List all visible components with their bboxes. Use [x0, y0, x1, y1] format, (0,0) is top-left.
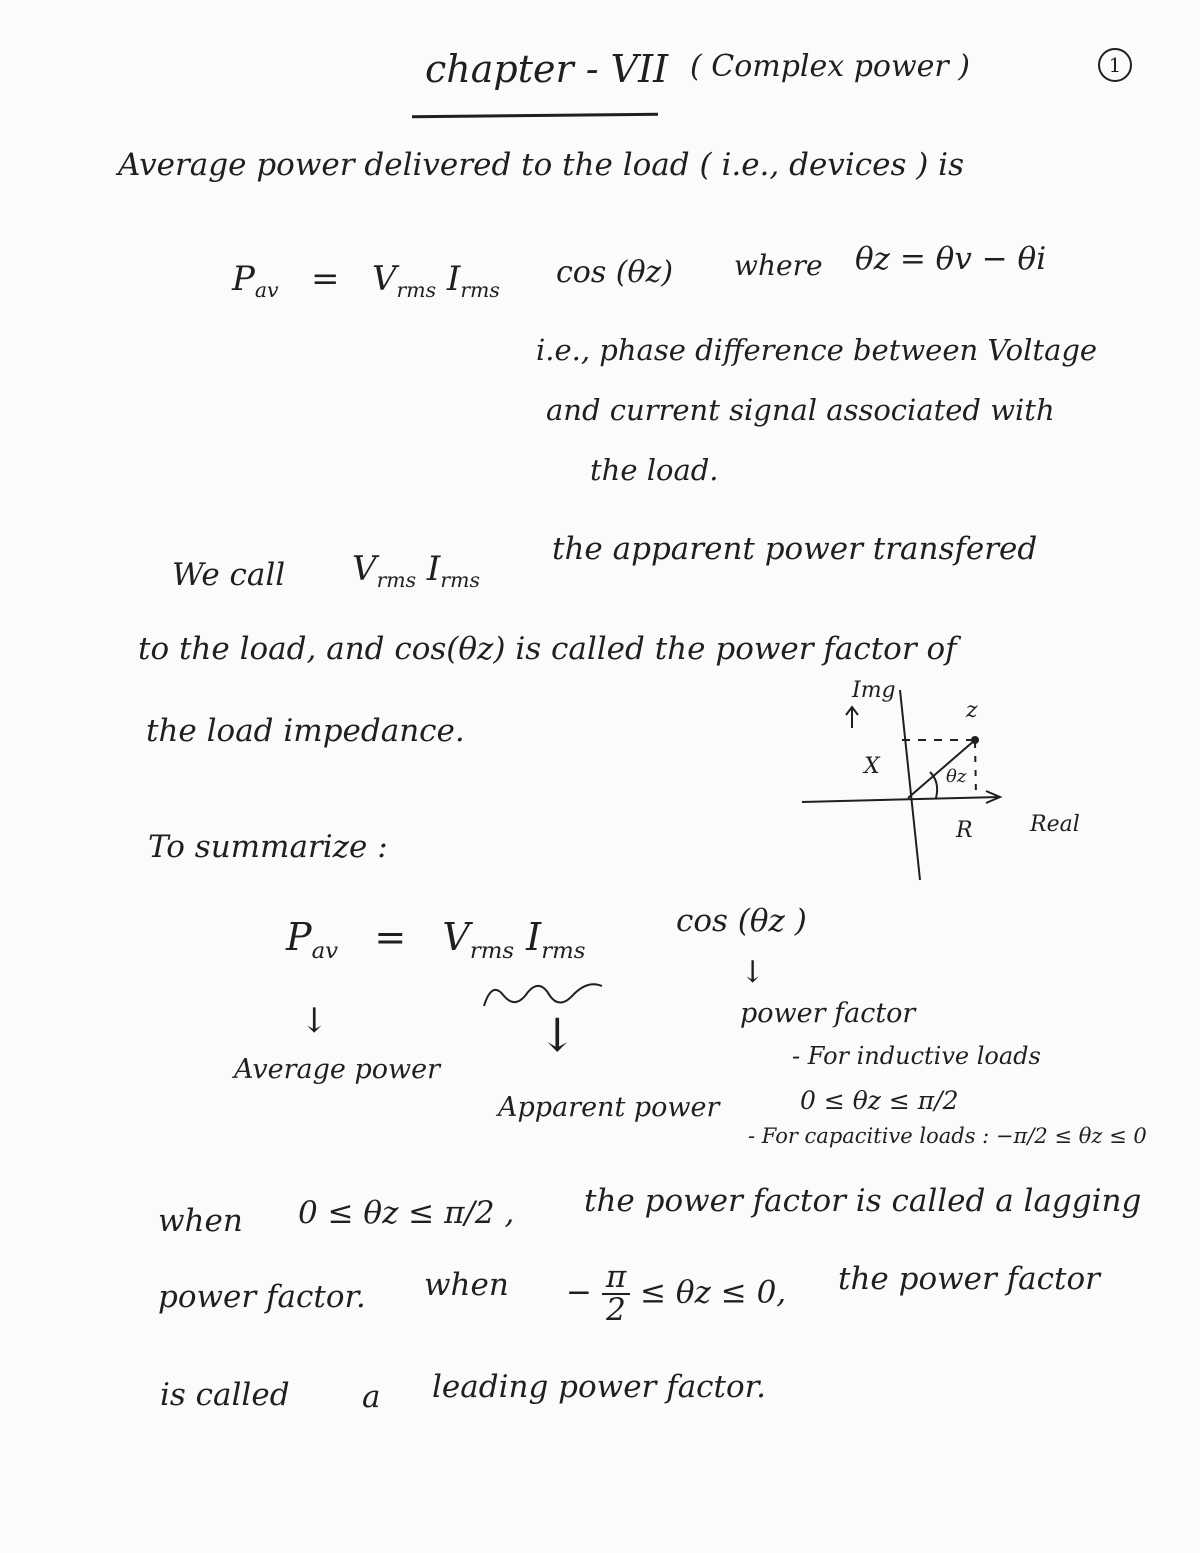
- eq-v: V: [371, 259, 397, 299]
- impedance-diagram: [790, 670, 1100, 890]
- apparent-i-sub: rms: [440, 568, 480, 593]
- summary-p: P: [286, 915, 312, 959]
- when-label-2: when: [424, 1267, 509, 1303]
- summary-v-sub: rms: [469, 937, 515, 964]
- apparent-line-3: the load impedance.: [146, 713, 465, 749]
- intro-line: Average power delivered to the load ( i.e., devices ) is: [118, 147, 964, 183]
- inductive-range: 0 ≤ θz ≤ π/2: [800, 1086, 959, 1115]
- imag-axis: [900, 690, 920, 880]
- diagram-z-label: z: [966, 698, 978, 723]
- leading-range: [566, 1259, 787, 1328]
- summary-cos: cos (θz ): [676, 903, 807, 939]
- apparent-line-2: to the load, and cos(θz) is called the power factor of: [138, 631, 957, 667]
- power-factor-label: power factor: [740, 998, 916, 1029]
- article-a: a: [362, 1379, 381, 1415]
- summary-equation: [286, 915, 586, 964]
- average-power-label: Average power: [234, 1054, 441, 1085]
- diagram-theta-label: θz: [946, 766, 967, 787]
- down-arrow-icon: ↓: [740, 955, 766, 990]
- is-called-text: is called: [160, 1377, 290, 1413]
- title-underline: [412, 113, 658, 119]
- diagram-real-label: Real: [1030, 812, 1080, 837]
- eq-equals: =: [311, 259, 340, 299]
- pi-numerator: π: [602, 1262, 630, 1295]
- eq-v-sub: rms: [396, 278, 437, 303]
- summary-i-sub: rms: [541, 937, 586, 964]
- where-expression: θz = θv − θi: [855, 241, 1047, 277]
- note-line-3: the load.: [590, 453, 719, 487]
- summary-p-sub: av: [311, 937, 339, 964]
- r-projection: [975, 742, 976, 796]
- chapter-title: chapter - VII: [425, 47, 669, 91]
- eq-p: P: [232, 259, 255, 299]
- where-label: where: [734, 249, 823, 282]
- pi-denominator: 2: [606, 1292, 626, 1328]
- when-label-1: when: [158, 1203, 243, 1239]
- summary-equals: =: [374, 915, 407, 959]
- summary-i: I: [526, 915, 542, 959]
- eq-cos: cos (θz): [556, 255, 674, 290]
- diagram-r-label: R: [956, 818, 973, 843]
- pi-over-two: [602, 1259, 630, 1328]
- diagram-x-label: X: [864, 754, 880, 779]
- eq-i: I: [446, 259, 461, 299]
- inductive-note: - For inductive loads: [792, 1042, 1041, 1070]
- chapter-subtitle: ( Complex power ): [690, 49, 970, 84]
- avg-power-equation: [232, 259, 500, 303]
- note-line-2: and current signal associated with: [546, 393, 1055, 427]
- eq-i-sub: rms: [460, 278, 500, 303]
- down-arrow-icon: ↓: [538, 1008, 577, 1062]
- page-number: 1: [1098, 48, 1132, 82]
- apparent-v: V: [352, 549, 377, 589]
- note-line-1: i.e., phase difference between Voltage: [536, 333, 1098, 367]
- theta-arc: [930, 772, 937, 798]
- apparent-power-label: Apparent power: [498, 1092, 720, 1123]
- down-arrow-icon: ↓: [300, 1001, 329, 1041]
- apparent-line-1: the apparent power transfered: [552, 531, 1038, 567]
- power-factor-text: power factor.: [158, 1279, 366, 1315]
- diagram-img-label: Img: [852, 678, 896, 703]
- lagging-range: 0 ≤ θz ≤ π/2 ,: [298, 1195, 515, 1231]
- leading-range-tail: ≤ θz ≤ 0,: [640, 1274, 787, 1311]
- summary-v: V: [442, 915, 470, 959]
- apparent-i: I: [426, 549, 441, 589]
- apparent-v-sub: rms: [376, 568, 417, 593]
- capacitive-note: - For capacitive loads : −π/2 ≤ θz ≤ 0: [748, 1124, 1147, 1148]
- summary-heading: To summarize :: [148, 829, 388, 865]
- leading-text: leading power factor.: [432, 1369, 766, 1405]
- eq-p-sub: av: [254, 278, 279, 303]
- we-call-label: We call: [172, 557, 286, 593]
- real-axis: [802, 797, 1000, 802]
- power-factor-text-2: the power factor: [838, 1261, 1100, 1297]
- leading-minus: −: [566, 1274, 592, 1311]
- apparent-vi: [352, 549, 480, 593]
- lagging-text: the power factor is called a lagging: [584, 1183, 1142, 1219]
